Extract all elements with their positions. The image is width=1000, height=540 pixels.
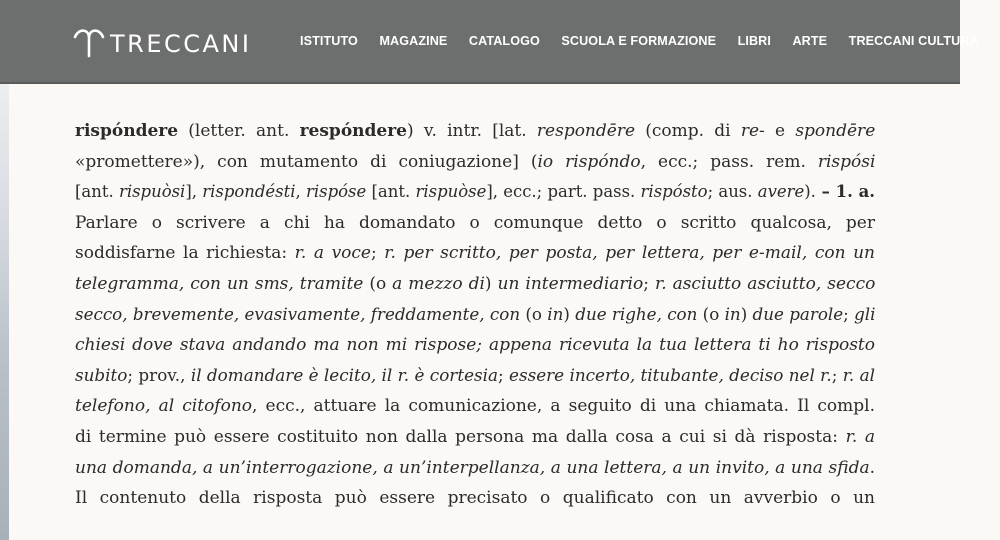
entry-text: , ecc., attuare la comunicazione, a seguito di una chiamata. Il compl. [252,396,875,417]
entry-italic-text: r. al [842,365,875,386]
entry-text: , [295,182,307,203]
entry-italic-text: un intermediario [497,273,644,294]
entry-line [75,238,875,269]
entry-line [75,300,875,331]
entry-italic-text: rispósi [817,151,876,172]
entry-italic-text: avere [757,182,805,203]
entry-line [75,177,875,208]
entry-line [75,422,875,453]
entry-italic-text: spondēre [795,121,876,141]
entry-text: ], ecc.; part. pass. [486,182,641,203]
entry-text: Parlare o scrivere a chi ha domandato o comunque detto o scritto qualcosa, per [75,212,875,233]
entry-italic-text: una domanda, a un’interrogazione, a un’interpellanza, a una lettera, a un invito, a una sfida [75,457,870,478]
entry-text: (comp. di [635,121,741,141]
entry-text: di termine può essere costituito non dalla persona ma dalla cosa a cui si dà risposta: [75,426,846,447]
entry-italic-text: r. a [845,426,875,447]
background-image-strip [0,84,9,540]
entry-bold-text: rispóndere [75,121,179,141]
entry-line [75,391,875,422]
treccani-logo[interactable] [72,22,251,62]
nav-treccani-cultura[interactable]: TRECCANI CULTURA [848,34,979,48]
entry-line [75,483,875,514]
entry-italic-text: rispuòsi [118,182,186,203]
entry-line [75,147,875,178]
entry-italic-text: respondēre [536,121,636,141]
treccani-logo-icon [72,25,106,59]
entry-italic-text: rispósto [640,182,708,203]
main-nav [300,34,1000,48]
entry-bold-text: – 1. a. [815,182,876,203]
entry-italic-text: a mezzo di [392,273,485,294]
entry-text: ; aus. [707,182,758,203]
entry-italic-text: telefono, al citofono [75,396,253,417]
entry-text: ; [498,365,510,386]
entry-text: . [869,457,875,478]
entry-italic-text: in [724,304,741,325]
logo-text: TRECCANI [110,30,252,58]
entry-text: ). [804,182,816,203]
entry-italic-text: r. per scritto, per posta, per lettera, per e-mail, con un [384,243,875,264]
entry-italic-text: rispondésti [202,182,296,203]
entry-text: , ecc.; pass. rem. [640,151,818,172]
entry-text: ; [371,243,385,264]
entry-italic-text: re- [740,121,765,141]
nav-scuola-e-formazione[interactable]: SCUOLA E FORMAZIONE [561,34,717,48]
nav-catalogo[interactable]: CATALOGO [468,34,540,48]
site-header [0,0,979,84]
entry-italic-text: rispuòse [415,182,487,203]
entry-italic-text: due parole [752,304,844,325]
entry-italic-text: essere incerto, titubante, deciso nel r. [509,365,832,386]
entry-italic-text: rispóse [306,182,367,203]
entry-italic-text: r. asciutto asciutto, secco [654,273,876,294]
entry-italic-text: due righe, con [575,304,698,325]
entry-text: ; [831,365,843,386]
entry-text: ; [843,304,855,325]
entry-italic-text: in [547,304,564,325]
entry-text: (o [363,273,393,294]
entry-bold-text: respóndere [299,121,407,141]
entry-italic-text: secco, brevemente, evasivamente, freddamente, con [75,304,521,325]
entry-text: (o [520,304,548,325]
entry-text: ) v. intr. [lat. [407,121,537,141]
entry-line [75,361,875,392]
entry-line [75,269,875,300]
entry-italic-text: io rispóndo [537,151,641,172]
entry-line [75,330,875,361]
entry-text: ) [484,273,498,294]
entry-text: [ant. [75,182,119,203]
entry-italic-text: il domandare è lecito, il r. è cortesia [190,365,499,386]
entry-line [75,208,875,239]
entry-text: «promettere»), con mutamento di coniugazione] ( [75,151,538,172]
entry-text: ], [185,182,203,203]
entry-text: [ant. [366,182,416,203]
entry-text: ; [643,273,655,294]
entry-text: e [764,121,796,141]
entry-line [75,116,875,147]
entry-text: (letter. ant. [178,121,300,141]
entry-italic-text: chiesi dove stava andando ma non mi rispose; appena ricevuta la tua lettera ti ho risposto [75,335,875,356]
nav-libri[interactable]: LIBRI [737,34,771,48]
entry-italic-text: subito [75,365,128,386]
entry-text: Il contenuto della risposta può essere precisato o qualificato con un avverbio o un [75,488,875,509]
nav-istituto[interactable]: ISTITUTO [300,34,358,48]
nav-magazine[interactable]: MAGAZINE [379,34,448,48]
entry-line [75,453,875,484]
entry-text: (o [697,304,725,325]
entry-text: ) [563,304,576,325]
entry-italic-text: r. a voce [294,243,371,264]
nav-arte[interactable]: ARTE [792,34,828,48]
dictionary-entry [75,116,875,514]
entry-text: ; prov., [127,365,191,386]
entry-italic-text: gli [854,304,876,325]
entry-text: ) [740,304,753,325]
entry-italic-text: telegramma, con un sms, tramite [75,273,364,294]
entry-text: soddisfarne la richiesta: [75,243,295,264]
